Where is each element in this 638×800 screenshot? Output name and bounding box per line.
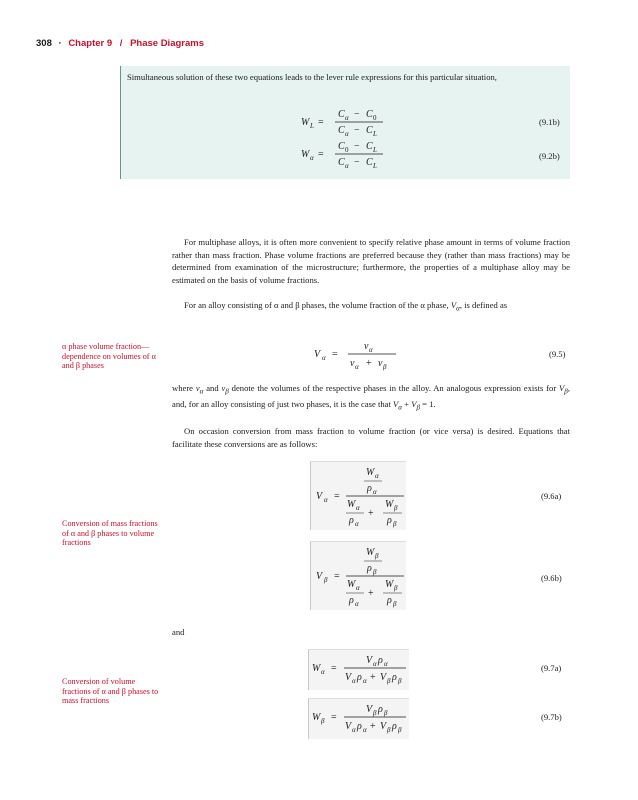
svg-text:α: α: [384, 660, 388, 668]
svg-text:W: W: [366, 467, 375, 478]
svg-text:β: β: [394, 584, 398, 592]
svg-text:α: α: [355, 520, 359, 528]
svg-text:V: V: [345, 721, 352, 732]
svg-text:β: β: [398, 726, 402, 734]
svg-text:L: L: [373, 130, 377, 138]
svg-text:V: V: [316, 571, 323, 582]
header-slash: /: [119, 38, 123, 49]
svg-text:C: C: [338, 157, 345, 168]
svg-text:α: α: [355, 600, 359, 608]
page-number: 308: [36, 38, 52, 49]
svg-text:C: C: [366, 109, 373, 120]
svg-text:α: α: [369, 346, 373, 354]
svg-text:V: V: [366, 704, 373, 715]
svg-text:α: α: [363, 677, 367, 685]
eq-number-9-6b: (9.6b): [541, 573, 562, 583]
svg-text:0: 0: [373, 114, 377, 122]
equation-9-1b: [301, 105, 411, 141]
svg-text:+: +: [370, 672, 376, 683]
svg-text:α: α: [345, 114, 349, 122]
svg-text:W: W: [347, 579, 356, 590]
eq-number-9-2b: (9.2b): [539, 151, 560, 161]
svg-text:C: C: [338, 109, 345, 120]
svg-text:=: =: [332, 349, 338, 360]
svg-text:ρ: ρ: [357, 721, 362, 732]
svg-text:α: α: [324, 496, 328, 504]
svg-text:V: V: [380, 721, 387, 732]
header-separator: ·: [58, 38, 62, 49]
svg-text:α: α: [345, 130, 349, 138]
svg-text:L: L: [310, 122, 314, 130]
svg-text:V: V: [316, 491, 323, 502]
eq-lhs: W: [301, 117, 310, 128]
svg-text:V: V: [345, 672, 352, 683]
paragraph-where: where $v_\alpha$ and $v_\beta$ denote the volumes of the respective phases in the alloy. An analogous expression exists for $V_\beta$, and, for an alloy consisting of just two phases, it is the case that $V_\alpha + V_\beta = 1$.: [172, 383, 570, 413]
svg-text:−: −: [354, 125, 360, 136]
svg-text:C: C: [338, 141, 345, 152]
svg-text:C: C: [366, 141, 373, 152]
svg-text:V: V: [366, 655, 373, 666]
running-header: [36, 38, 204, 49]
svg-text:α: α: [352, 726, 356, 734]
svg-text:ρ: ρ: [378, 655, 383, 666]
svg-text:W: W: [312, 712, 321, 723]
svg-text:−: −: [354, 109, 360, 120]
eq-number-9-5: (9.5): [549, 349, 566, 359]
equation-9-6b: [316, 543, 408, 609]
svg-text:α: α: [375, 472, 379, 480]
svg-text:+: +: [366, 358, 372, 369]
svg-text:α: α: [310, 154, 314, 162]
paragraph-alpha-definition: For an alloy consisting of α and β phases, the volume fraction of the α phase, $V_\alpha$, is defined as: [184, 300, 508, 313]
svg-text:L: L: [373, 162, 377, 170]
svg-text:W: W: [301, 149, 310, 160]
svg-text:β: β: [387, 726, 391, 734]
svg-text:0: 0: [345, 146, 349, 154]
svg-text:W: W: [385, 579, 394, 590]
svg-text:α: α: [322, 354, 326, 362]
svg-text:ρ: ρ: [349, 595, 354, 606]
svg-text:β: β: [394, 504, 398, 512]
svg-text:α: α: [356, 584, 360, 592]
box-intro: Simultaneous solution of these two equations leads to the lever rule expressions for this particular situation,: [127, 72, 497, 82]
chapter-label: Chapter 9: [68, 38, 113, 49]
svg-text:β: β: [383, 363, 387, 371]
equation-9-6a: [316, 463, 408, 529]
margin-note-mass-to-volume: Conversion of mass fractions of α and β phases to volume fractions: [62, 519, 158, 548]
svg-text:ρ: ρ: [392, 721, 397, 732]
equation-9-5: [314, 338, 414, 374]
svg-text:v: v: [364, 341, 369, 352]
svg-text:ρ: ρ: [387, 595, 392, 606]
svg-text:−: −: [354, 157, 360, 168]
svg-text:C: C: [366, 125, 373, 136]
svg-text:β: β: [373, 709, 377, 717]
svg-text:C: C: [366, 157, 373, 168]
paragraph-conversion: On occasion conversion from mass fraction to volume fraction (or vice versa) is desired. Equations that facilitate these conversions are as follows:: [172, 426, 570, 449]
svg-text:=: =: [334, 571, 340, 582]
svg-text:v: v: [350, 358, 355, 369]
svg-text:β: β: [324, 576, 328, 584]
svg-text:ρ: ρ: [349, 515, 354, 526]
equation-9-2b: [301, 137, 411, 173]
svg-text:α: α: [352, 677, 356, 685]
svg-text:V: V: [314, 349, 321, 360]
and-connector: and: [172, 627, 185, 637]
eq-number-9-6a: (9.6a): [541, 491, 562, 501]
paragraph-volume-fraction: For multiphase alloys, it is often more convenient to specify relative phase amount in terms of volume fraction rather than mass fraction. Phase volume fractions are preferred because they (rather than mass fractions) may be determined from examination of the microstructure; furthermore, the properties of a multiphase alloy may be estimated on the basis of volume fractions.: [172, 237, 570, 285]
svg-text:L: L: [373, 146, 377, 154]
eq-number-9-7b: (9.7b): [541, 712, 562, 722]
svg-text:ρ: ρ: [387, 515, 392, 526]
svg-text:C: C: [338, 125, 345, 136]
svg-text:ρ: ρ: [367, 563, 372, 574]
equation-9-7a: [312, 652, 412, 688]
svg-text:α: α: [355, 363, 359, 371]
svg-text:+: +: [368, 588, 374, 599]
svg-text:=: =: [331, 663, 337, 674]
svg-text:α: α: [373, 488, 377, 496]
svg-text:α: α: [345, 162, 349, 170]
svg-text:+: +: [370, 721, 376, 732]
svg-text:W: W: [347, 499, 356, 510]
svg-text:β: β: [321, 717, 325, 725]
svg-text:W: W: [312, 663, 321, 674]
svg-text:α: α: [321, 668, 325, 676]
svg-text:ρ: ρ: [392, 672, 397, 683]
svg-text:W: W: [385, 499, 394, 510]
equation-9-7b: [312, 701, 412, 737]
svg-text:ρ: ρ: [367, 483, 372, 494]
svg-text:β: β: [393, 520, 397, 528]
svg-text:ρ: ρ: [357, 672, 362, 683]
svg-text:+: +: [368, 508, 374, 519]
svg-text:β: β: [387, 677, 391, 685]
svg-text:=: =: [318, 149, 324, 160]
svg-text:=: =: [318, 117, 324, 128]
svg-text:β: β: [393, 600, 397, 608]
svg-text:W: W: [366, 547, 375, 558]
chapter-title: Phase Diagrams: [130, 38, 204, 49]
svg-text:α: α: [363, 726, 367, 734]
svg-text:v: v: [378, 358, 383, 369]
svg-text:V: V: [380, 672, 387, 683]
margin-note-volume-fraction: α phase volume fraction—dependence on volumes of α and β phases: [62, 342, 156, 371]
svg-text:−: −: [354, 141, 360, 152]
svg-text:β: β: [375, 552, 379, 560]
svg-text:ρ: ρ: [378, 704, 383, 715]
eq-number-9-7a: (9.7a): [541, 663, 562, 673]
svg-text:α: α: [356, 504, 360, 512]
svg-text:β: β: [398, 677, 402, 685]
svg-text:α: α: [373, 660, 377, 668]
svg-text:=: =: [331, 712, 337, 723]
svg-text:=: =: [334, 491, 340, 502]
svg-text:β: β: [384, 709, 388, 717]
margin-note-volume-to-mass: Conversion of volume fractions of α and β phases to mass fractions: [62, 677, 159, 706]
svg-text:β: β: [373, 568, 377, 576]
lever-rule-box: [120, 66, 570, 179]
eq-number-9-1b: (9.1b): [539, 117, 560, 127]
